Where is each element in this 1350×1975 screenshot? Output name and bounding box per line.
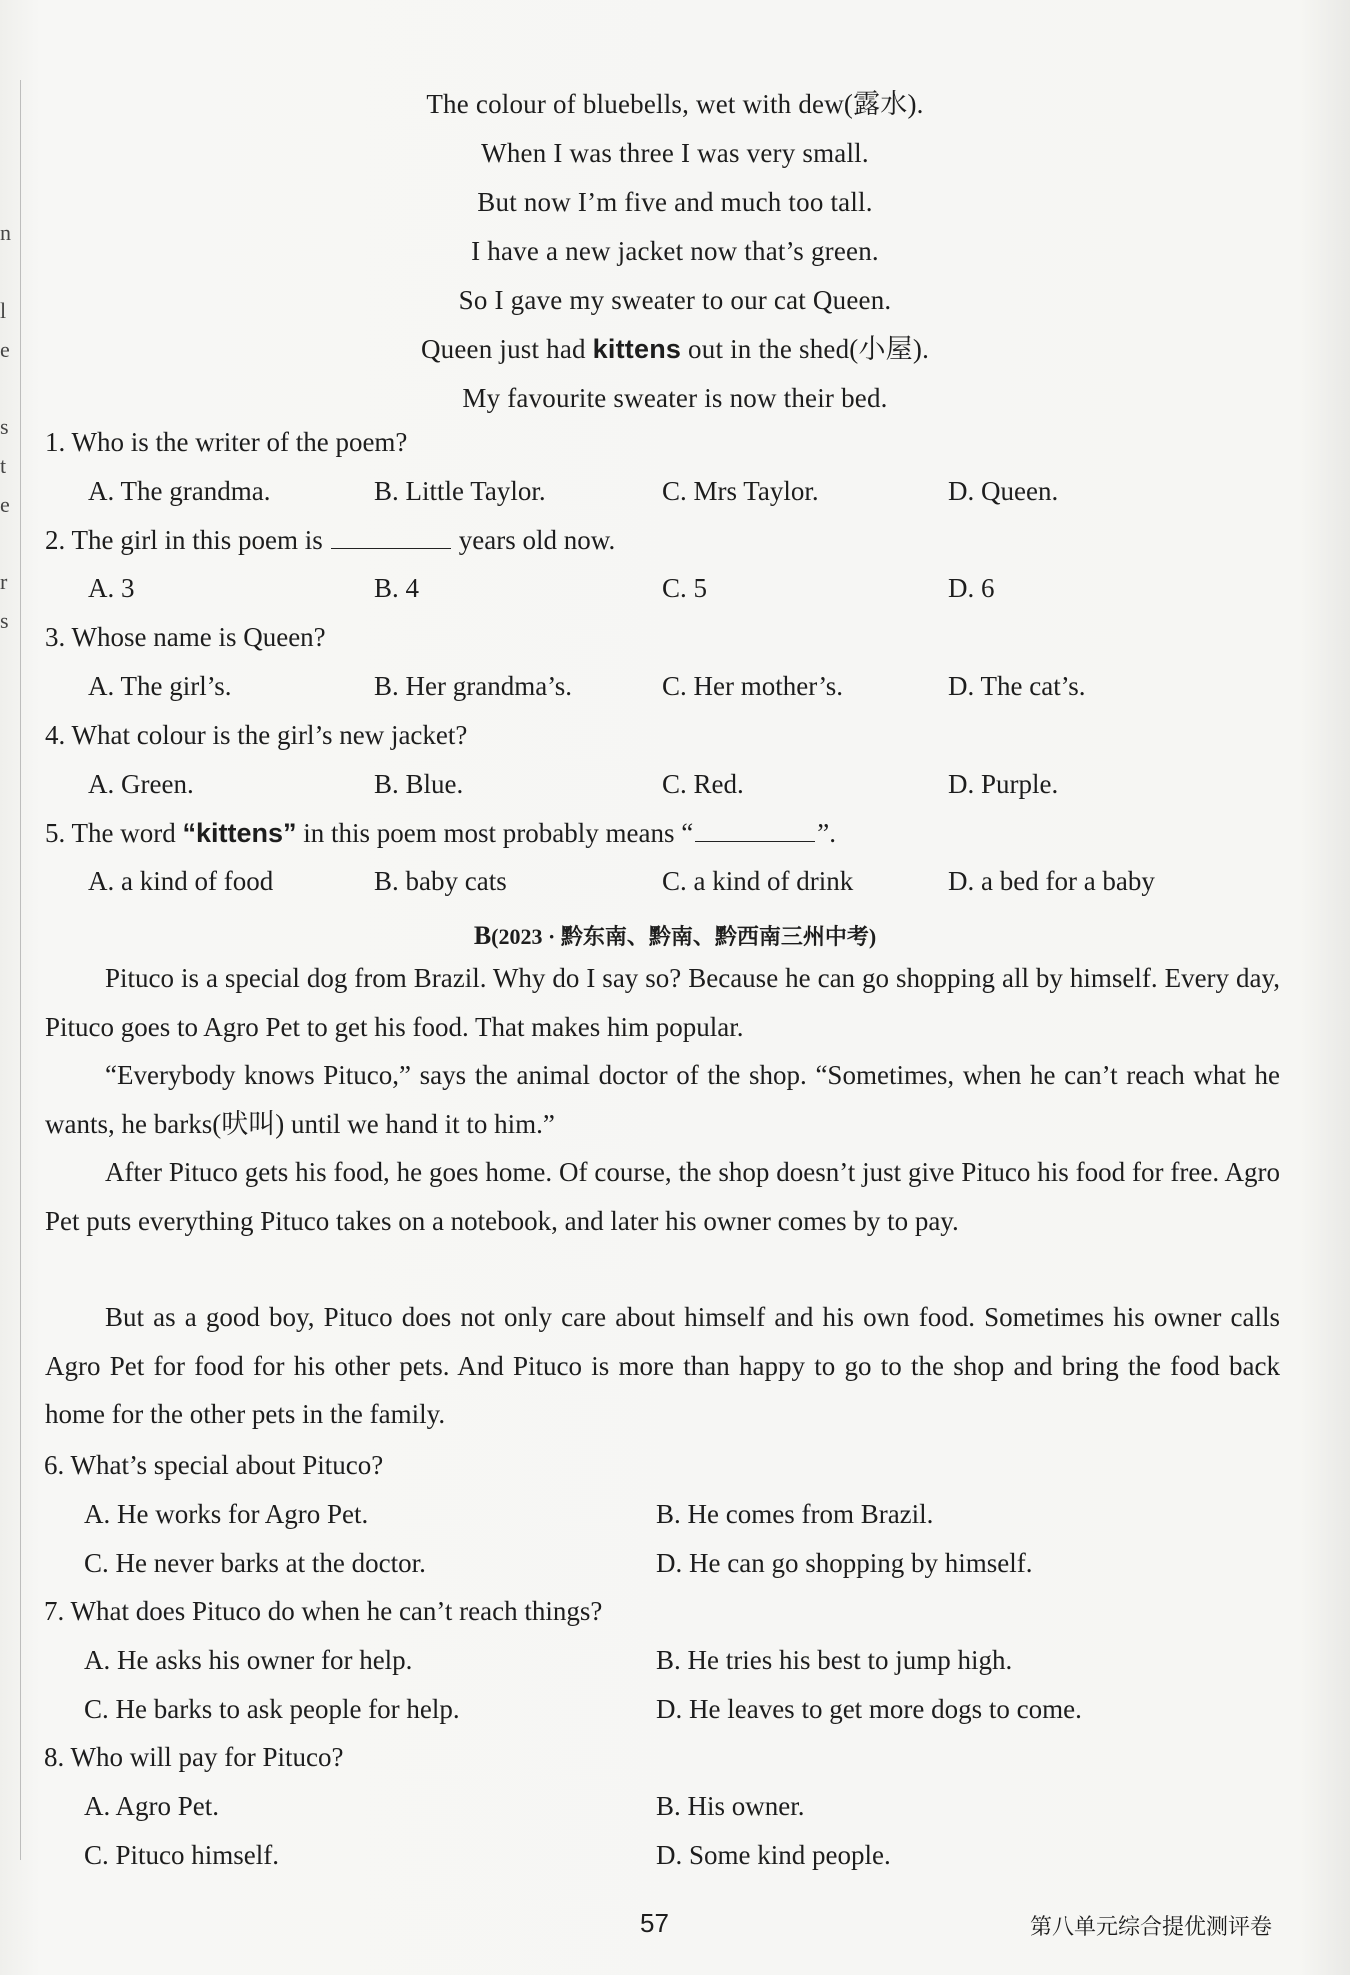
cropped-margin-letter: s (0, 414, 9, 439)
poem-text: Queen just had (420, 334, 593, 364)
option-d[interactable]: D. Some kind people. (656, 1840, 891, 1870)
cropped-margin-letter: e (0, 492, 10, 517)
option-d[interactable]: D. Queen. (948, 476, 1059, 506)
question-number: 6. (44, 1450, 65, 1480)
question-stem: The girl in this poem is (71, 525, 323, 555)
section-source: (2023 · 黔东南、黔南、黔西南三州中考) (491, 924, 877, 949)
option-d[interactable]: D. He leaves to get more dogs to come. (656, 1694, 1082, 1724)
option-a[interactable]: A. Green. (88, 769, 194, 799)
poem-text: But now I’m five and much too tall. (477, 187, 873, 217)
question-6 (44, 1445, 383, 1485)
passage-paragraph: But as a good boy, Pituco does not only care about himself and his own food. Sometimes his owner calls Agro Pet for food for his other pets. And Pituco is more than happy to go to the shop and bring the food back home for the other pets in the family. (45, 1302, 1280, 1429)
question-number: 4. (45, 720, 66, 750)
option-c[interactable]: C. Pituco himself. (84, 1840, 279, 1870)
poem-line (0, 374, 1350, 423)
question-stem: Who is the writer of the poem? (71, 427, 408, 457)
option-b[interactable]: B. He comes from Brazil. (656, 1499, 934, 1529)
option-c[interactable]: C. Mrs Taylor. (662, 476, 819, 506)
cropped-margin-letter: e (0, 337, 10, 362)
footer-title: 第八单元综合提优测评卷 (1030, 1914, 1273, 1939)
question-5 (45, 813, 836, 853)
option-c[interactable]: C. Her mother’s. (662, 671, 843, 701)
option-a[interactable]: A. He works for Agro Pet. (84, 1499, 369, 1529)
poem-text: I have a new jacket now that’s green. (471, 236, 879, 266)
option-c[interactable]: C. a kind of drink (662, 866, 854, 896)
question-7 (44, 1591, 602, 1631)
option-b[interactable]: B. baby cats (374, 866, 507, 896)
question-stem: What does Pituco do when he can’t reach things? (70, 1596, 603, 1626)
question-2 (45, 520, 615, 560)
passage-paragraph: “Everybody knows Pituco,” says the animal doctor of the shop. “Sometimes, when he can’t reach what he wants, he barks(吠叫) until we hand it to him.” (45, 1060, 1280, 1139)
question-bold-word: “kittens” (182, 818, 297, 848)
question-stem: What colour is the girl’s new jacket? (71, 720, 468, 750)
poem (0, 80, 1350, 423)
option-a[interactable]: A. Agro Pet. (84, 1791, 219, 1821)
question-number: 8. (44, 1742, 65, 1772)
poem-bold-word: kittens (592, 334, 682, 364)
question-number: 3. (45, 622, 66, 652)
question-stem: The word (71, 818, 183, 848)
question-stem: ”. (817, 818, 836, 848)
passage-paragraph: After Pituco gets his food, he goes home. Of course, the shop doesn’t just give Pituco his food for free. Agro Pet puts everything Pituco takes on a notebook, and later his owner comes by to pay. (45, 1157, 1280, 1236)
option-a[interactable]: A. a kind of food (88, 866, 274, 896)
option-a[interactable]: A. The girl’s. (88, 671, 232, 701)
option-c[interactable]: C. He barks to ask people for help. (84, 1694, 460, 1724)
option-b[interactable]: B. He tries his best to jump high. (656, 1645, 1013, 1675)
poem-line (0, 129, 1350, 178)
option-d[interactable]: D. The cat’s. (948, 671, 1086, 701)
cropped-margin-letter: n (0, 220, 11, 245)
poem-text: So I gave my sweater to our cat Queen. (458, 285, 892, 315)
option-b[interactable]: B. Little Taylor. (374, 476, 546, 506)
question-stem: What’s special about Pituco? (70, 1450, 384, 1480)
question-number: 5. (45, 818, 66, 848)
cropped-margin-letter: t (0, 453, 7, 478)
question-number: 1. (45, 427, 66, 457)
poem-line (0, 227, 1350, 276)
cropped-margin-letter: l (0, 298, 7, 323)
question-8 (44, 1737, 343, 1777)
cropped-margin-letter: r (0, 569, 8, 594)
option-d[interactable]: D. a bed for a baby (948, 866, 1155, 896)
option-c[interactable]: C. He never barks at the doctor. (84, 1548, 426, 1578)
option-b[interactable]: B. Blue. (374, 769, 464, 799)
question-stem: Whose name is Queen? (71, 622, 326, 652)
option-b[interactable]: B. 4 (374, 573, 420, 603)
option-d[interactable]: D. He can go shopping by himself. (656, 1548, 1033, 1578)
poem-line (0, 325, 1350, 374)
option-d[interactable]: D. 6 (948, 573, 995, 603)
option-b[interactable]: B. His owner. (656, 1791, 805, 1821)
section-letter: B (473, 921, 492, 950)
answer-blank[interactable] (331, 522, 451, 549)
option-c[interactable]: C. 5 (662, 573, 708, 603)
poem-line (0, 80, 1350, 129)
poem-line (0, 178, 1350, 227)
option-a[interactable]: A. He asks his owner for help. (84, 1645, 413, 1675)
option-d[interactable]: D. Purple. (948, 769, 1059, 799)
passage-paragraph: Pituco is a special dog from Brazil. Why do I say so? Because he can go shopping all by himself. Every day, Pituco goes to Agro Pet to get his food. That makes him popular. (45, 963, 1280, 1042)
option-c[interactable]: C. Red. (662, 769, 744, 799)
question-number: 7. (44, 1596, 65, 1626)
poem-text: My favourite sweater is now their bed. (462, 383, 888, 413)
question-4 (45, 715, 467, 755)
question-3 (45, 617, 326, 657)
poem-text: out in the shed(小屋). (681, 334, 930, 364)
question-stem: Who will pay for Pituco? (70, 1742, 344, 1772)
option-b[interactable]: B. Her grandma’s. (374, 671, 572, 701)
option-a[interactable]: A. The grandma. (88, 476, 271, 506)
poem-line (0, 276, 1350, 325)
poem-text: The colour of bluebells, wet with dew(露水). (426, 89, 924, 119)
cropped-margin-letter: s (0, 608, 9, 633)
page-number: 57 (640, 1908, 669, 1938)
question-stem: in this poem most probably means “ (296, 818, 694, 848)
option-a[interactable]: A. 3 (88, 573, 135, 603)
question-stem: years old now. (458, 525, 616, 555)
question-1 (45, 422, 407, 462)
poem-text: When I was three I was very small. (481, 138, 869, 168)
section-heading (0, 918, 1350, 955)
question-number: 2. (45, 525, 66, 555)
answer-blank[interactable] (695, 815, 815, 842)
